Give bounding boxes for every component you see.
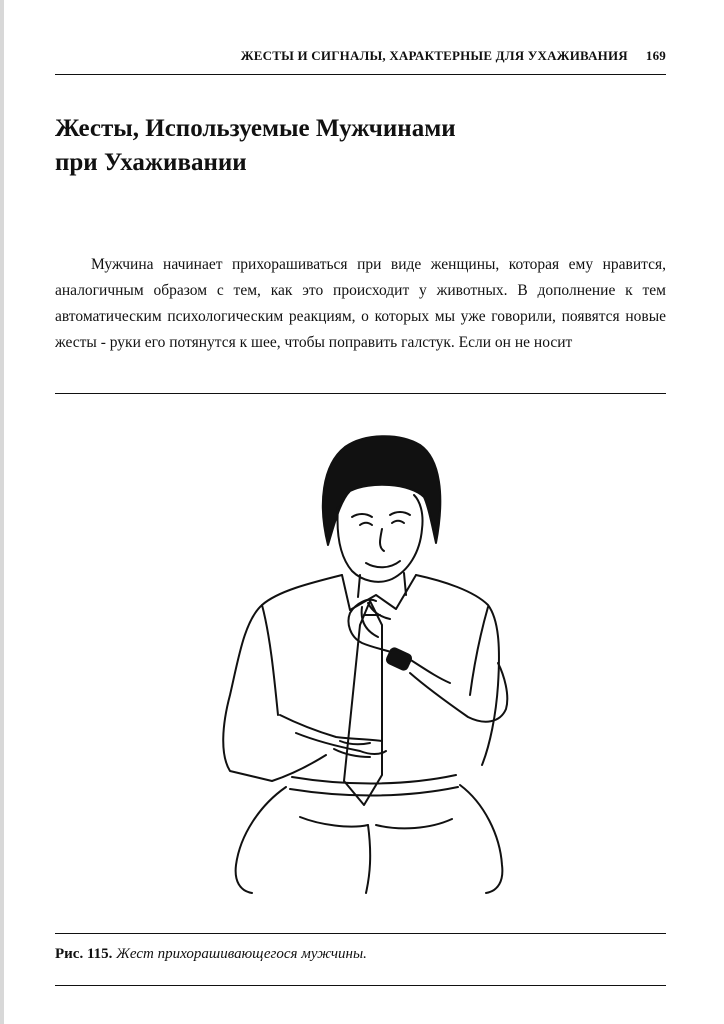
caption-rule-bottom [55,985,666,986]
shirt-outline [223,575,342,781]
section-title-line-1: Жесты, Используемые Мужчинами [55,115,456,142]
body-paragraph: Мужчина начинает прихорашиваться при виде женщины, которая ему нравится, аналогичным образом с тем, как это происходит у животных. В дополнение к тем автоматическим психологическим реакциям, о которых мы уже говорили, появятся новые жесты - руки его потянутся к шее, чтобы поправить галстук. Если он не носит [55,256,666,351]
hand-at-tie [349,600,451,683]
text-rule [55,393,666,394]
page-number: 169 [645,48,666,63]
section-title-line-2: при Ухаживании [55,149,247,176]
running-title: ЖЕСТЫ И СИГНАЛЫ, ХАРАКТЕРНЫЕ ДЛЯ УХАЖИВАНИЯ [240,48,628,63]
figure-caption [55,946,666,963]
caption-rule-top [55,933,666,934]
man-straightening-tie-illustration [200,425,510,895]
figure-caption-text: Жест прихорашивающегося мужчины. [116,946,367,962]
section-title [55,112,666,180]
hand-on-lap [280,715,382,741]
page-edge [0,0,4,1024]
tie [344,601,382,805]
running-header [55,48,666,64]
watch [386,647,413,671]
figure-number: Рис. 115. [55,946,113,962]
trousers [236,787,286,893]
belt [292,775,456,784]
header-rule [55,74,666,75]
